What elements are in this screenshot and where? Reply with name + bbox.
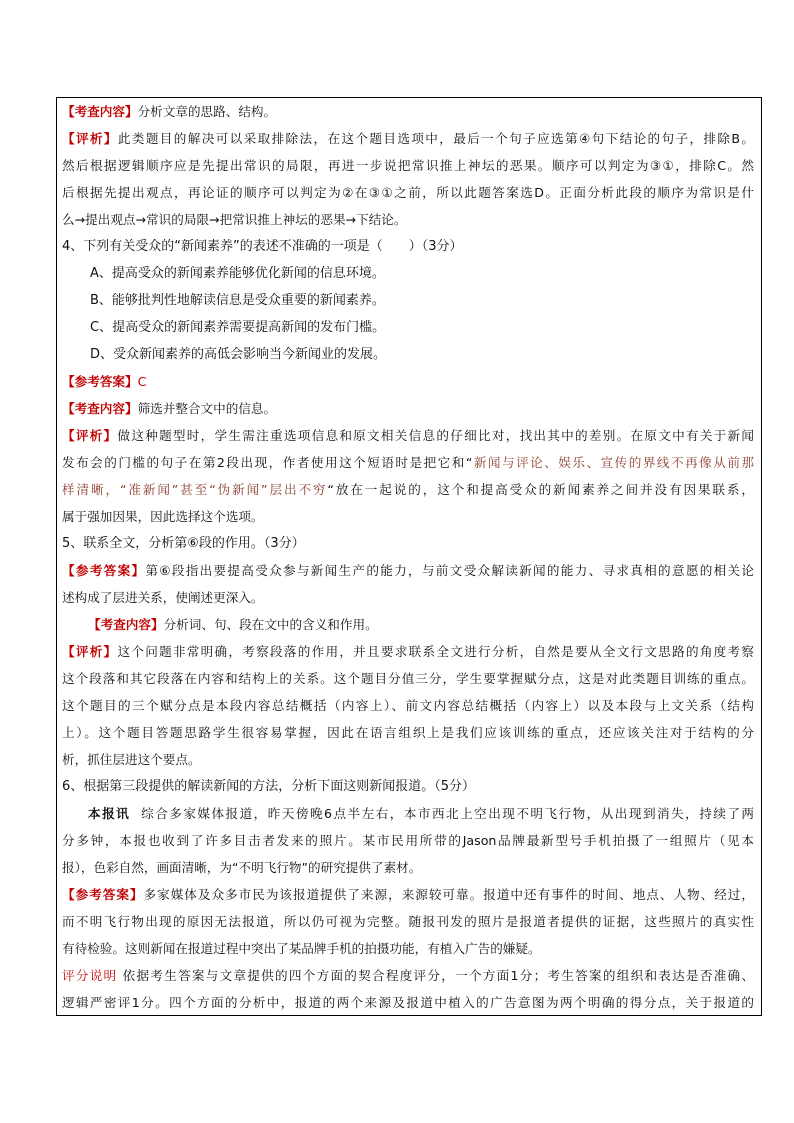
analysis-line: 析，抓住层进这个要点。 (62, 752, 201, 767)
answer-line: 【参考答案】第⑥段指出要提高受众参与新闻生产的能力，与前文受众解读新闻的能力、寻求真相的意愿的相关论 (62, 563, 754, 578)
answer-line: 【参考答案】多家媒体及众多市民为该报道提供了来源，来源较可靠。报道中还有事件的时间、地点、人物、经过， (62, 887, 754, 902)
analysis-line: 然后根据逻辑顺序应是先提出常识的局限，再进一步说把常识推上神坛的恶果。顺序可以判定为③①，排除C。然 (62, 158, 754, 173)
scoring-label: 评分说明 (62, 968, 118, 983)
question-6-stem: 6、根据第三段提供的解读新闻的方法，分析下面这则新闻报道。（5分） (62, 779, 476, 794)
content-tag: 【考查内容】 (62, 104, 138, 119)
analysis-line: 属于强加因果，因此选择这个选项。 (62, 509, 264, 524)
news-line: 分多钟，本报也收到了许多目击者发来的照片。某市民用所带的Jason品牌最新型号手机拍摄了一组照片（见本 (62, 833, 754, 848)
analysis-tag: 【评析】 (62, 131, 118, 146)
answer-value: C (137, 374, 147, 389)
option-c: C、提高受众的新闻素养需要提高新闻的发布门槛。 (90, 320, 386, 335)
news-line: 报），色彩自然，画面清晰，为“不明飞行物”的研究提供了素材。 (62, 860, 422, 875)
answer-line (62, 374, 754, 390)
quoted-text: 样清晰，“准新闻”甚至“伪新闻”层出不穷 (62, 482, 328, 497)
option-b: B、能够批判性地解读信息是受众重要的新闻素养。 (90, 293, 385, 308)
news-line: 本报讯 综合多家媒体报道，昨天傍晚6点半左右，本市西北上空出现不明飞行物，从出现到消失，持续了两 (88, 806, 754, 821)
analysis-line: 【评析】这个问题非常明确，考察段落的作用，并且要求联系全文进行分析，自然是要从全文行文思路的角度考察 (62, 644, 754, 659)
analysis-line: 发布会的门槛的句子在第2段出现，作者使用这个短语时是把它和“新闻与评论、娱乐、宣传的界线不再像从前那 (62, 455, 754, 470)
answer-line: 有待检验。这则新闻在报道过程中突出了某品牌手机的拍摄功能，有植入广告的嫌疑。 (62, 941, 541, 956)
answer-line: 而不明飞行物出现的原因无法报道，所以仍可视为完整。随报刊发的照片是报道者提供的证据，这些照片的真实性 (62, 914, 754, 929)
analysis-line: 这个段落和其它段落在内容和结构上的关系。这个题目分值三分，学生要掌握赋分点，这是对此类题目训练的重点。 (62, 671, 754, 686)
question-4-stem: 4、下列有关受众的“新闻素养”的表述不准确的一项是（ ）（3分） (62, 239, 463, 254)
analysis-line: 样清晰，“准新闻”甚至“伪新闻”层出不穷“放在一起说的，这个和提高受众的新闻素养之间并没有因果联系， (62, 482, 754, 497)
content-line: 【考查内容】分析词、句、段在文中的含义和作用。 (88, 617, 378, 632)
answer-table-frame (56, 97, 762, 1016)
question-5-stem: 5、联系全文，分析第⑥段的作用。（3分） (62, 536, 305, 551)
option-d: D、受众新闻素养的高低会影响当今新闻业的发展。 (90, 347, 387, 362)
content-line: 【考查内容】筛选并整合文中的信息。 (62, 401, 277, 416)
content-line: 【考查内容】分析文章的思路、结构。 (62, 104, 277, 119)
answer-tag: 【参考答案】 (62, 374, 138, 389)
analysis-line: 【评析】此类题目的解决可以采取排除法，在这个题目选项中，最后一个句子应选第④句下结论的句子，排除B。 (62, 131, 754, 146)
quoted-text: 新闻与评论、娱乐、宣传的界线不再像从前那 (472, 455, 754, 470)
analysis-line: 【评析】做这种题型时，学生需注重选项信息和原文相关信息的仔细比对，找出其中的差别。在原文中有关于新闻 (62, 428, 754, 443)
analysis-line: 上）。这个题目答题思路学生很容易掌握，因此在语言组织上是我们应该训练的重点，还应该关注对于结构的分 (62, 725, 754, 740)
analysis-line: 么→提出观点→常识的局限→把常识推上神坛的恶果→下结论。 (62, 212, 407, 227)
answer-line: 述构成了层进关系，使阐述更深入。 (62, 590, 264, 605)
news-lead: 本报讯 (88, 806, 131, 821)
scoring-line: 评分说明 依据考生答案与文章提供的四个方面的契合程度评分，一个方面1分；考生答案的组织和表达是否准确、 (62, 968, 754, 983)
scoring-line: 逻辑严密评1分。四个方面的分析中，报道的两个来源及报道中植入的广告意图为两个明确的得分点，关于报道的 (62, 995, 754, 1010)
option-a: A、提高受众的新闻素养能够优化新闻的信息环境。 (90, 266, 385, 281)
analysis-line: 后根据先提出观点，再论证的顺序可以判定为②在③①之前，所以此题答案选D。正面分析此段的顺序为常识是什 (62, 185, 754, 200)
analysis-line: 这个题目的三个赋分点是本段内容总结概括（内容上）、前文内容总结概括（内容上）以及本段与上文关系（结构 (62, 698, 754, 713)
